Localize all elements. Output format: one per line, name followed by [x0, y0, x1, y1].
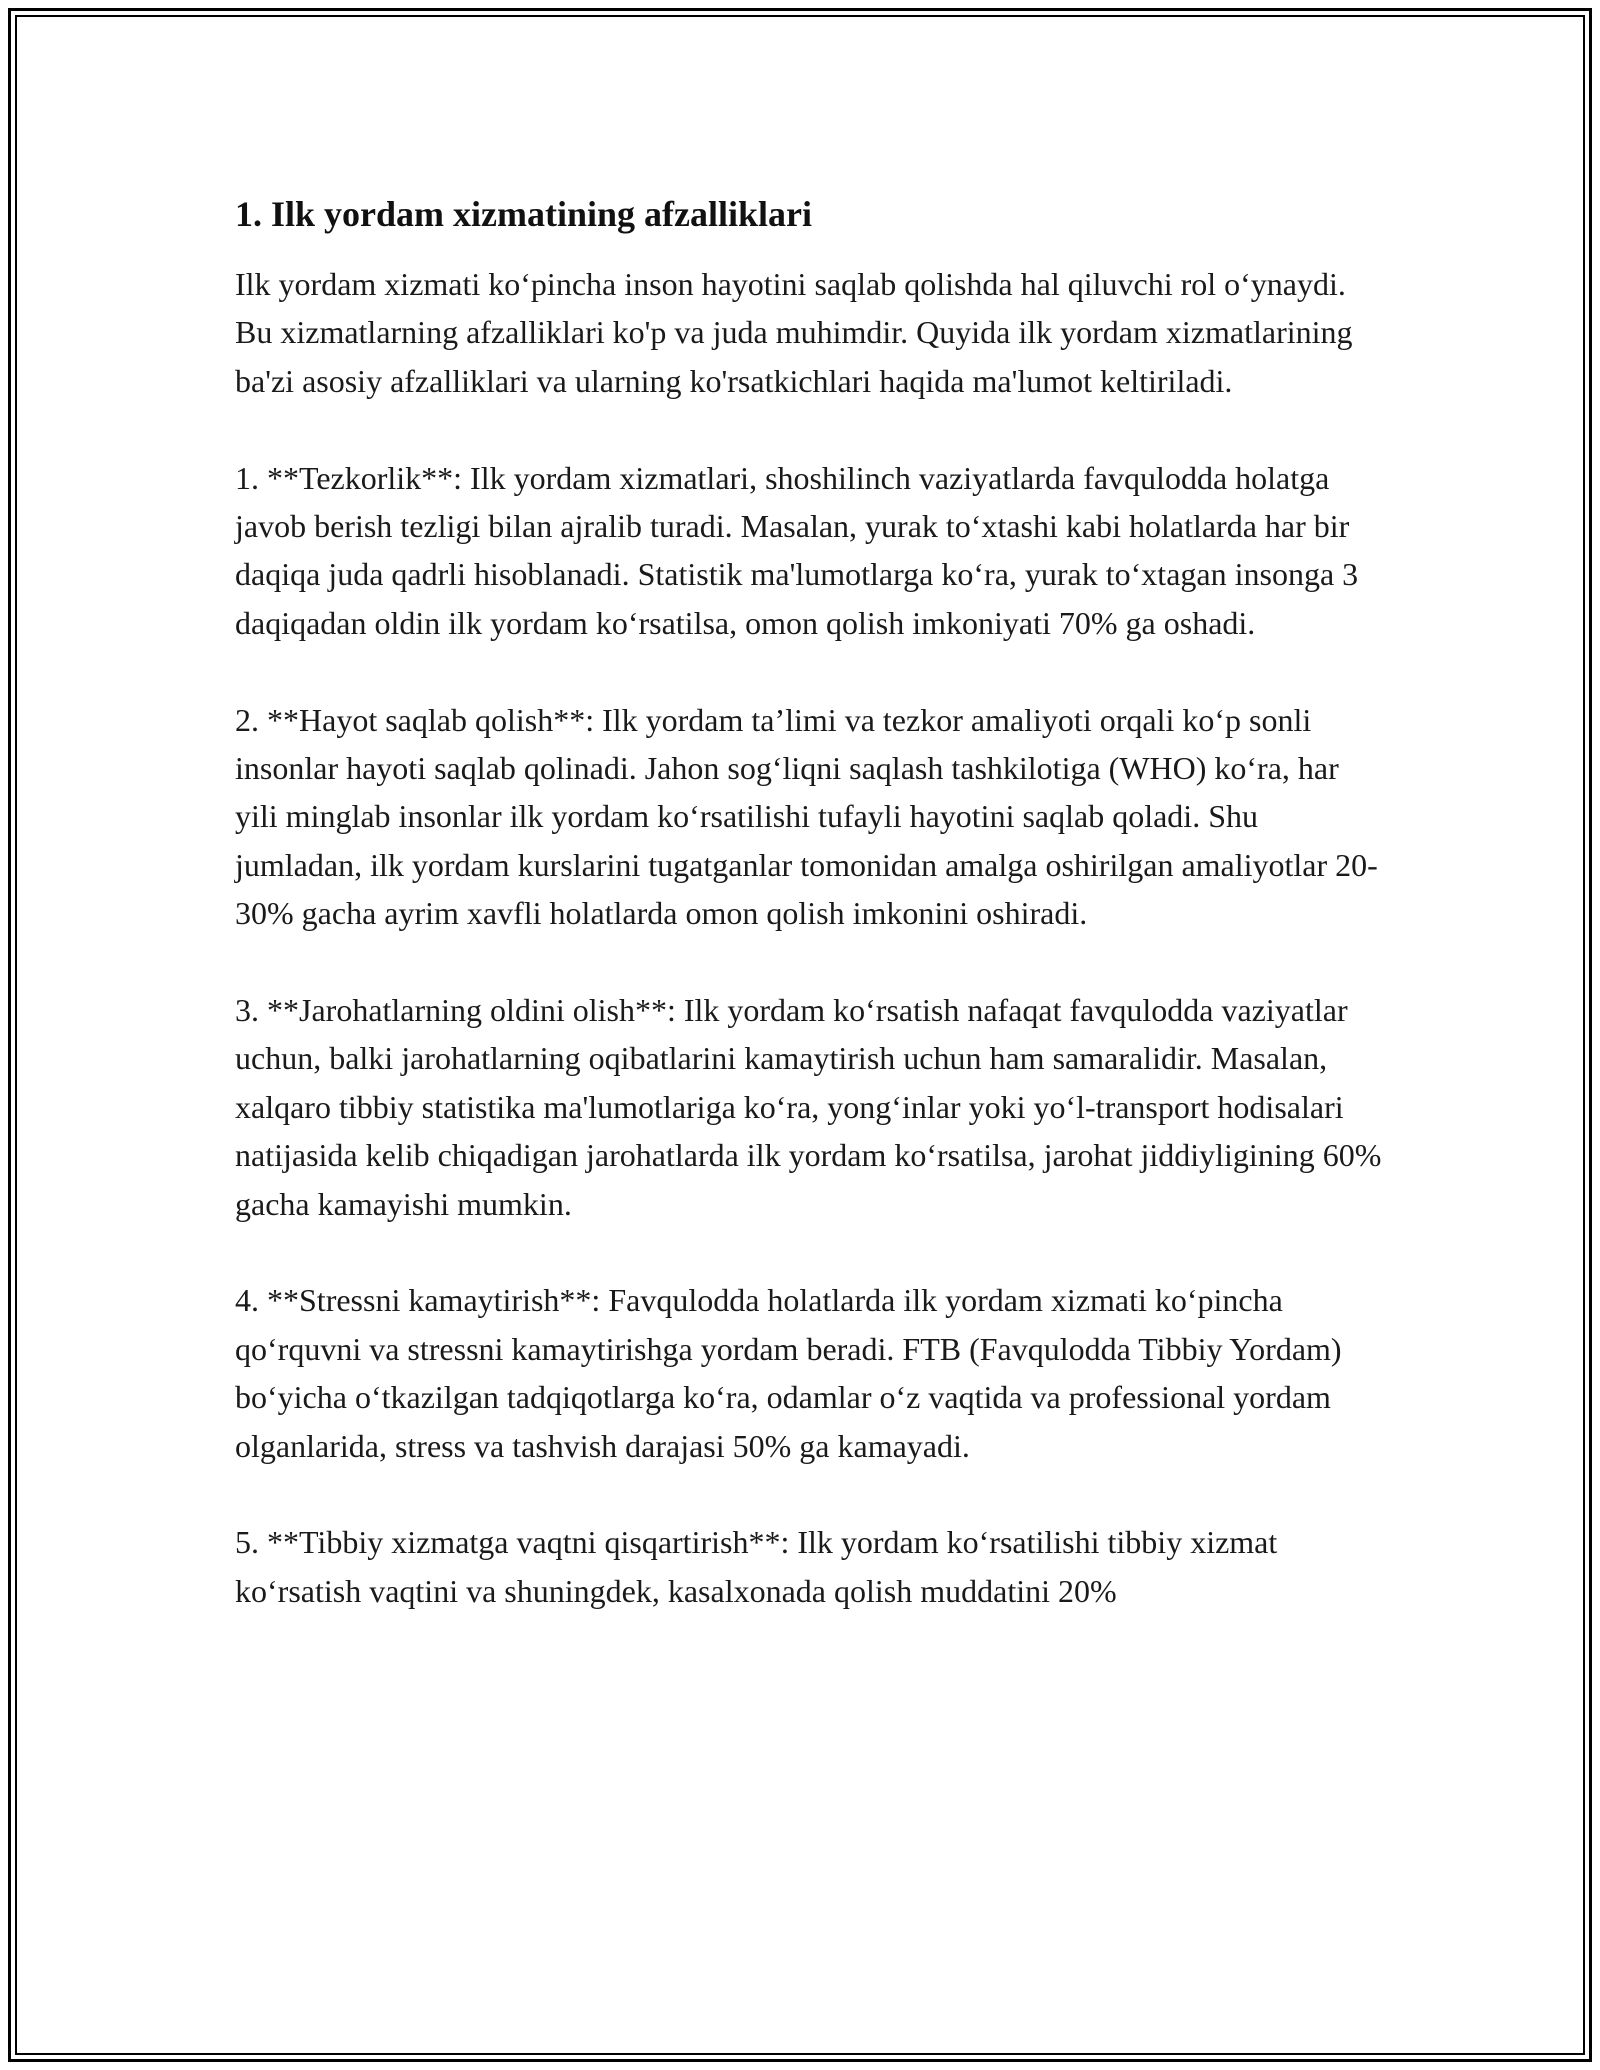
intro-paragraph: Ilk yordam xizmati ko‘pincha inson hayotini saqlab qolishda hal qiluvchi rol o‘ynaydi. Bu xizmatlarning afzalliklari ko'p va juda muhimdir. Quyida ilk yordam xizmatlarining ba'zi asosiy afzalliklari va ularning ko'rsatkichlari haqida ma'lumot keltiriladi. — [235, 266, 1353, 399]
document-body — [235, 190, 1385, 1664]
list-item-hayot-saqlab-qolish: 2. **Hayot saqlab qolish**: Ilk yordam ta’limi va tezkor amaliyoti orqali ko‘p sonli insonlar hayoti saqlab qolinadi. Jahon sog‘liqni saqlash tashkilotiga (WHO) ko‘ra, har yili minglab insonlar ilk yordam ko‘rsatilishi tufayli hayotini saqlab qoladi. Shu jumladan, ilk yordam kurslarini tugatganlar tomonidan amalga oshirilgan amaliyotlar 20-30% gacha ayrim xavfli holatlarda omon qolish imkonini oshiradi. — [235, 701, 1378, 932]
list-item-stressni-kamaytirish: 4. **Stressni kamaytirish**: Favqulodda holatlarda ilk yordam xizmati ko‘pincha qo‘rquvni va stressni kamaytirishga yordam beradi. FTB (Favqulodda Tibbiy Yordam) bo‘yicha o‘tkazilgan tadqiqotlarga ko‘ra, odamlar o‘z vaqtida va professional yordam olganlarida, stress va tashvish darajasi 50% ga kamayadi. — [235, 1282, 1342, 1464]
list-item-tezkorlik: 1. **Tezkorlik**: Ilk yordam xizmatlari, shoshilinch vaziyatlarda favqulodda holatga javob berish tezligi bilan ajralib turadi. Masalan, yurak to‘xtashi kabi holatlarda har bir daqiqa juda qadrli hisoblanadi. Statistik ma'lumotlarga ko‘ra, yurak to‘xtagan insonga 3 daqiqadan oldin ilk yordam ko‘rsatilsa, omon qolish imkoniyati 70% ga oshadi. — [235, 459, 1359, 641]
list-item-jarohatlarning-oldini-olish: 3. **Jarohatlarning oldini olish**: Ilk yordam ko‘rsatish nafaqat favqulodda vaziyatlar uchun, balki jarohatlarning oqibatlarini kamaytirish uchun ham samaralidir. Masalan, xalqaro tibbiy statistika ma'lumotlariga ko‘ra, yong‘inlar yoki yo‘l-transport hodisalari natijasida kelib chiqadigan jarohatlarda ilk yordam ko‘rsatilsa, jarohat jiddiyligining 60% gacha kamayishi mumkin. — [235, 992, 1382, 1222]
list-item-tibbiy-xizmatga-vaqtni-qisqartirish: 5. **Tibbiy xizmatga vaqtni qisqartirish**: Ilk yordam ko‘rsatilishi tibbiy xizmat ko‘rsatish vaqtini va shuningdek, kasalxonada qolish muddatini 20% — [235, 1524, 1278, 1609]
section-heading: 1. Ilk yordam xizmatining afzalliklari — [235, 194, 813, 234]
